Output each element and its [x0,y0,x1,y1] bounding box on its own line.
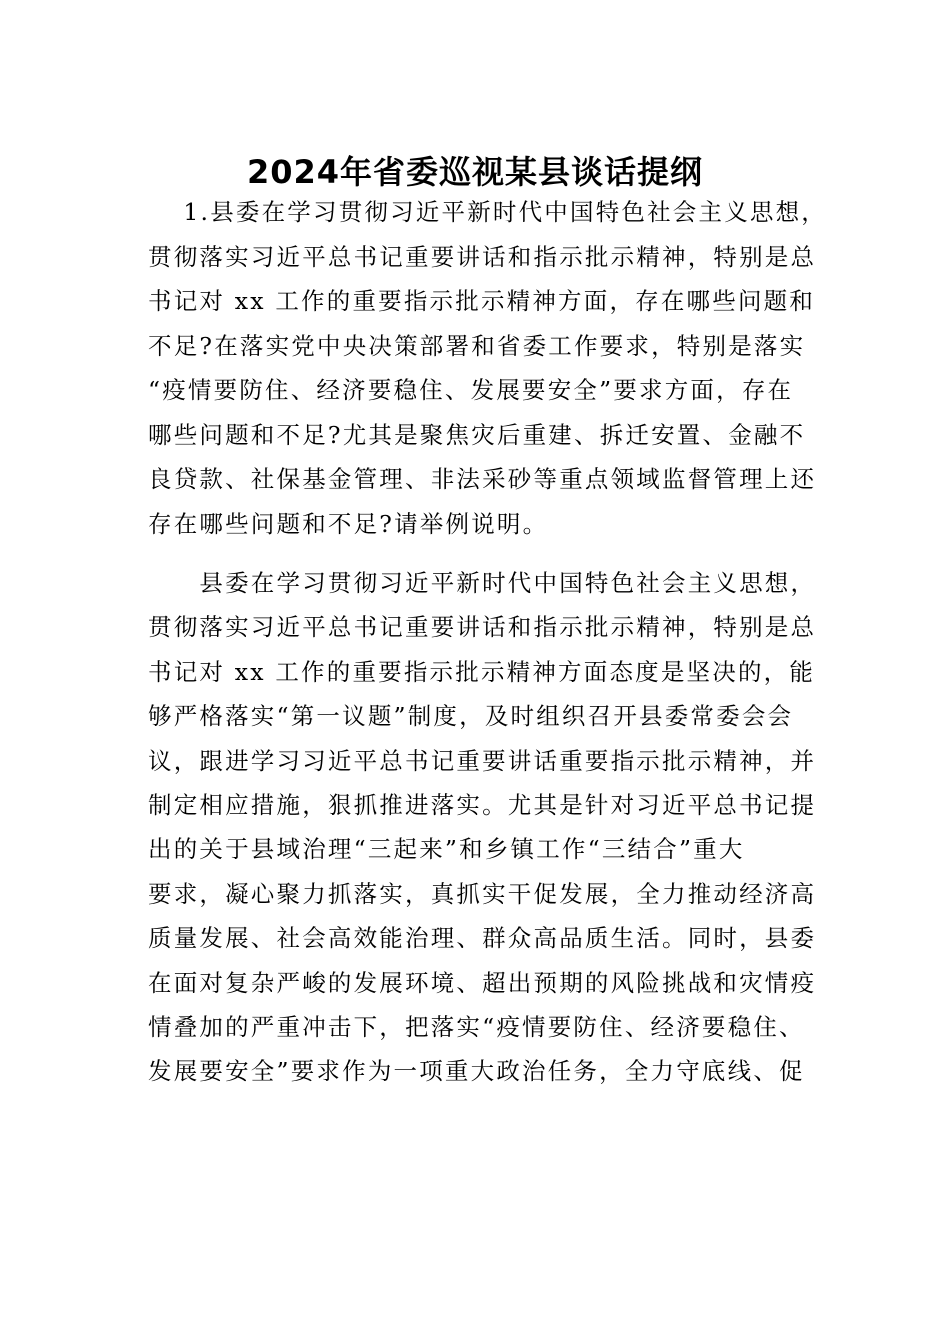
paragraph-line: 要求，凝心聚力抓落实，真抓实干促发展，全力推动经济高 [148,879,817,908]
paragraph-line: 在面对复杂严峻的发展环境、超出预期的风险挑战和灾情疫 [148,968,817,997]
paragraph-line: 发展要安全”要求作为一项重大政治任务，全力守底线、促 [148,1057,805,1086]
paragraph-line: 存在哪些问题和不足?请举例说明。 [148,509,549,538]
paragraph-line: 1.县委在学习贯彻习近平新时代中国特色社会主义思想， [148,198,827,226]
paragraph-line: 贯彻落实习近平总书记重要讲话和指示批示精神，特别是总 [148,242,817,271]
paragraph-line: 情叠加的严重冲击下，把落实“疫情要防住、经济要稳住、 [148,1012,805,1041]
paragraph-line: 哪些问题和不足?尤其是聚焦灾后重建、拆迁安置、金融不 [148,420,806,449]
paragraph-line: 出的关于县域治理“三起来”和乡镇工作“三结合”重大 [148,835,745,864]
paragraph-line: 县委在学习贯彻习近平新时代中国特色社会主义思想， [148,569,817,597]
paragraph-line: 贯彻落实习近平总书记重要讲话和指示批示精神，特别是总 [148,613,817,642]
paragraph-line: 良贷款、社保基金管理、非法采砂等重点领域监督管理上还 [148,465,817,493]
paragraph-line: 够严格落实“第一议题”制度，及时组织召开县委常委会会 [148,702,794,731]
paragraph-line: 质量发展、社会高效能治理、群众高品质生活。同时，县委 [148,924,817,953]
paragraph-question-1 [148,190,838,546]
paragraph-line: “疫情要防住、经济要稳住、发展要安全”要求方面，存在 [148,376,794,404]
paragraph-line: 书记对 xx 工作的重要指示批示精神方面，存在哪些问题和 [148,287,816,315]
paragraph-line: 书记对 xx 工作的重要指示批示精神方面态度是坚决的，能 [148,657,816,686]
paragraph-line: 制定相应措施，狠抓推进落实。尤其是针对习近平总书记提 [148,790,817,819]
document-title: 2024年省委巡视某县谈话提纲 [246,153,704,191]
paragraph-line: 不足?在落实党中央决策部署和省委工作要求，特别是落实 [148,331,806,360]
paragraph-answer-1 [148,561,838,1094]
paragraph-line: 议，跟进学习习近平总书记重要讲话重要指示批示精神，并 [148,746,817,775]
